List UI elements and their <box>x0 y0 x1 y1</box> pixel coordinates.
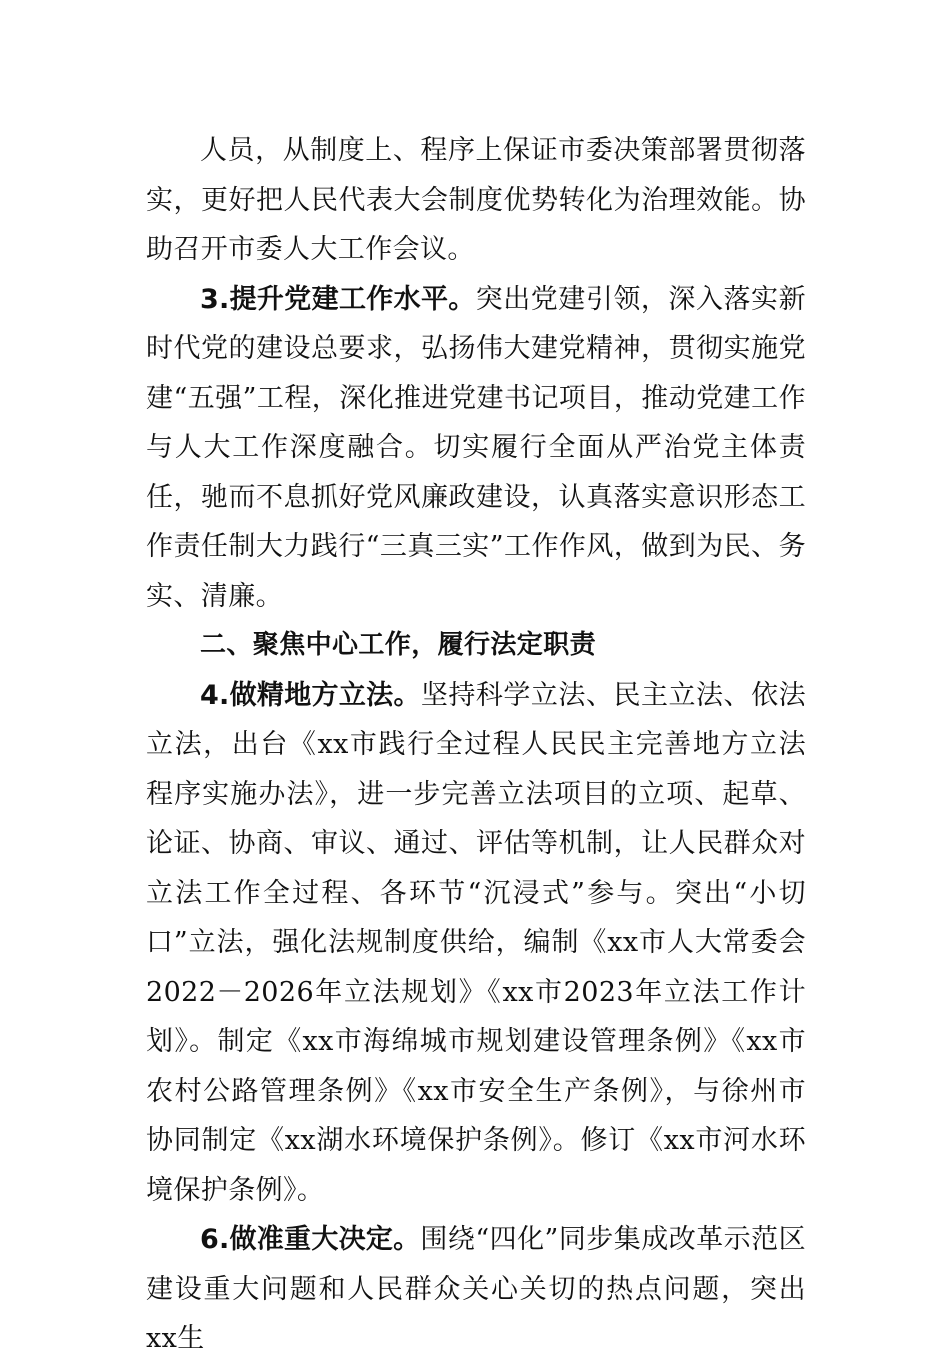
paragraph-lead: 4.做精地方立法。 <box>200 679 421 711</box>
section-heading: 二、聚焦中心工作，履行法定职责 <box>200 630 597 660</box>
paragraph-text: 围绕“四化”同步集成改革示范区建设重大问题和人民群众关心关切的热点问题，突出xx生 <box>146 1224 806 1354</box>
paragraph-text: 人员，从制度上、程序上保证市委决策部署贯彻落实，更好把人民代表大会制度优势转化为治理效能。协助召开市委人大工作会议。 <box>146 135 806 265</box>
paragraph-text: 突出党建引领，深入落实新时代党的建设总要求，弘扬伟大建党精神，贯彻实施党建“五强”工程，深化推进党建书记项目，推动党建工作与人大工作深度融合。切实履行全面从严治党主体责任，驰而不息抓好党风廉政建设，认真落实意识形态工作责任制大力践行“三真三实”工作作风，做到为民、务实、清廉。 <box>146 283 806 612</box>
paragraph-party-building <box>146 275 806 622</box>
paragraph-lead: 3.提升党建工作水平。 <box>200 283 476 315</box>
paragraph-legislation <box>146 671 806 1216</box>
document-body <box>146 126 806 1364</box>
paragraph-text: 坚持科学立法、民主立法、依法立法，出台《xx市践行全过程人民民主完善地方立法程序实施办法》，进一步完善立法项目的立项、起草、论证、协商、审议、通过、评估等机制，让人民群众对立法工作全过程、各环节“沉浸式”参与。突出“小切口”立法，强化法规制度供给，编制《xx市人大常委会2022－2026年立法规划》《xx市2023年立法工作计划》。制定《xx市海绵城市规划建设管理条例》《xx市农村公路管理条例》《xx市安全生产条例》，与徐州市协同制定《xx湖水环境保护条例》。修订《xx市河水环境保护条例》。 <box>146 679 807 1206</box>
paragraph-lead: 6.做准重大决定。 <box>200 1224 421 1255</box>
paragraph-continuation <box>146 126 806 275</box>
paragraph-major-decisions <box>146 1215 806 1364</box>
